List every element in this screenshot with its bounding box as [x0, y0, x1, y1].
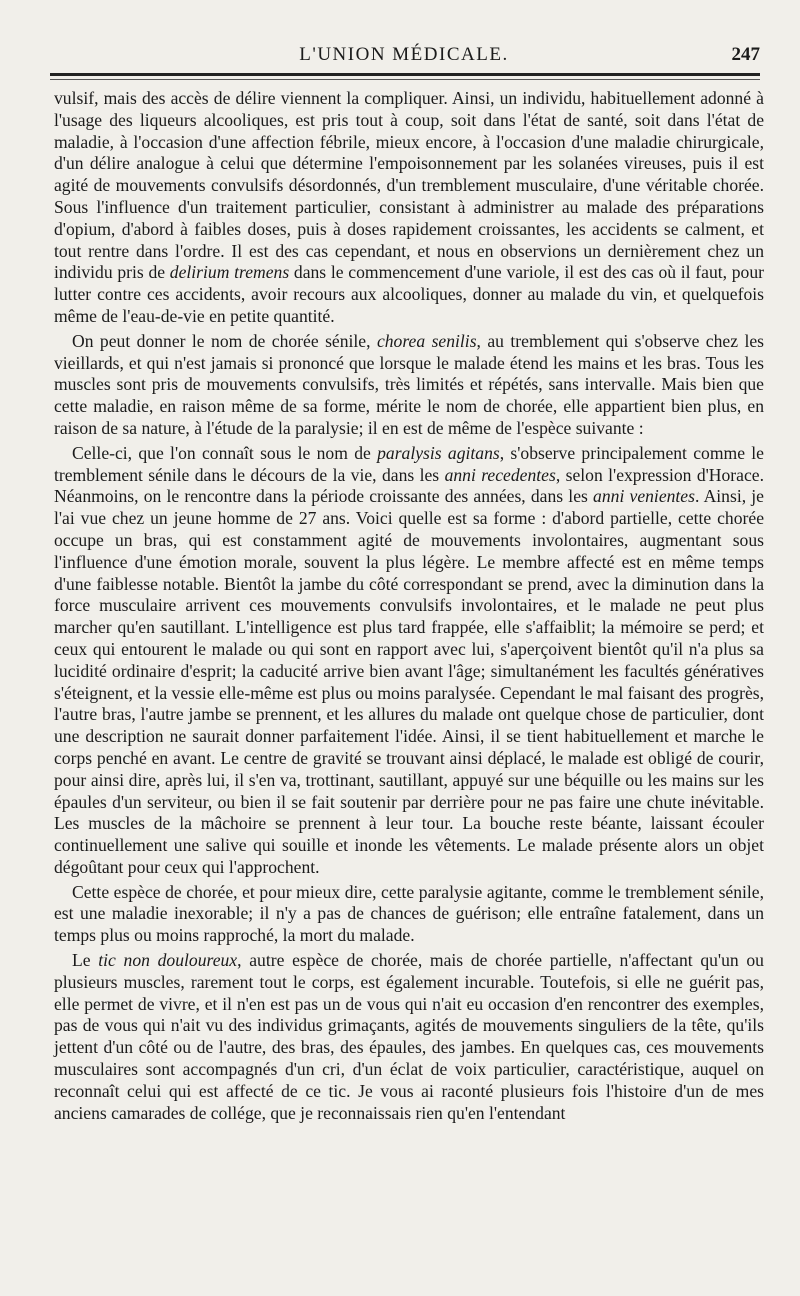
text-run: . Ainsi, je l'ai vue chez un jeune homme de 27 ans. Voici quelle est sa forme : d'abord partielle, cette chorée occupe un bras, qui est constamment agité de mouvements involontaires, augmentant sous l'influence d'une émotion morale, souvent la plus légère. Le membre affecté est en même temps d'une faiblesse notable. Bientôt la jambe du côté correspondant se prend, avec la diminution dans la force musculaire arrivent ces mouvements convulsifs involontaires, et le malade ne peut plus marcher qu'en sautillant. L'intelligence est plus tard frappée, elle s'affaiblit; la mémoire se perd; et ceux qui entourent le malade ou qui sont en rapport avec lui, s'aperçoivent bientôt qu'il n'a plus sa lucidité ordinaire d'esprit; la caducité arrive bien avant l'âge; simultanément les facultés génératives s'éteignent, et la vessie elle-même est plus ou moins paralysée. Cependant le mal faisant des progrès, l'autre bras, l'autre jambe se prennent, et les allures du malade ont quelque chose de particulier, dont une description ne saurait donner parfaitement l'idée. Ainsi, il se tient habituellement et marche le corps penché en avant. Le centre de gravité se trouvant ainsi déplacé, le malade est obligé de courir, pour ainsi dire, après lui, il s'en va, trottinant, sautillant, appuyé sur une béquille ou les mains sur les épaules d'un serviteur, ou bien il se fait soutenir par derrière pour ne pas faire une chute inévitable. Les muscles de la mâchoire se prennent à leur tour. La bouche reste béante, laissant écouler continuellement une salive qui souille et inonde les vêtements. Le malade présente alors un objet dégoûtant pour ceux qui l'approchent.: [54, 486, 764, 877]
text-run: , selon l'expression d'Horace. Néanmoins, on le rencontre dans la période croissante des années, dans les: [54, 464, 764, 507]
text-run: , autre espèce de chorée, mais de chorée partielle, n'affectant qu'un ou plusieurs muscles, rarement tout le corps, est également incurable. Toutefois, si elle ne guérit pas, elle permet de vivre, et il n'en est pas un de vous qui n'ait eu occasion d'en rencontrer des exemples, pas de vous qui n'ait vu des individus grimaçants, agités de mouvements singuliers de la tête, qu'ils jettent d'un côté ou de l'autre, des bras, des épaules, des jambes. En quelques cas, ces mouvements musculaires sont accompagnés d'un cri, d'un éclat de voix particulier, caractéristique, auquel on reconnaît celui qui est affecté de ce tic. Je vous ai raconté plusieurs fois l'histoire d'un de mes anciens camarades de collége, que je reconnaissais rien qu'en l'entendant: [54, 950, 764, 1123]
text-run: Le: [72, 950, 99, 971]
text-run: dans le commencement d'une variole, il est des cas où il faut, pour lutter contre ces accidents, avoir recours aux alcooliques, donner au malade du vin, et quelquefois même de l'eau-de-vie en petite quantité.: [54, 262, 765, 326]
text-run: On peut donner le nom de chorée sénile,: [72, 330, 377, 351]
italic-term: paralysis agitans: [377, 442, 500, 463]
italic-term: tic non douloureux: [98, 950, 238, 971]
text-run: , s'observe principalement comme le tremblement sénile dans le décours de la vie, dans les: [54, 442, 764, 485]
italic-term: chorea senilis: [376, 330, 477, 351]
italic-term: anni venientes: [593, 486, 695, 507]
text-run: , au tremblement qui s'observe chez les vieillards, et qui n'est jamais si prononcé que lorsque le malade étend les mains et les bras. Tous les muscles sont pris de mouvements convulsifs, très limités et répétés, sans intervalle. Mais bien que cette maladie, en raison même de sa forme, mérite le nom de chorée, elle appartient bien plus, en raison de sa nature, à l'étude de la paralysie; il en est de même de l'espèce suivante :: [54, 330, 764, 438]
page-header: [48, 38, 760, 70]
text-run: Celle-ci, que l'on connaît sous le nom de: [72, 442, 378, 463]
paragraph: [54, 443, 764, 879]
paragraph: [54, 882, 764, 947]
running-title: L'UNION MÉDICALE.: [299, 44, 509, 65]
text-run: Cette espèce de chorée, et pour mieux dire, cette paralysie agitante, comme le tremblement sénile, est une maladie inexorable; il n'y a pas de chances de guérison; elle entraîne fatalement, dans un temps plus ou moins rapproché, la mort du malade.: [54, 881, 764, 946]
header-rule: [50, 73, 760, 76]
body-text: [54, 88, 764, 1124]
italic-term: delirium tremens: [169, 262, 290, 283]
paragraph: [54, 950, 764, 1124]
paragraph: [54, 331, 764, 440]
italic-term: anni recedentes: [444, 464, 556, 485]
paragraph: [54, 88, 764, 328]
text-run: vulsif, mais des accès de délire viennent la compliquer. Ainsi, un individu, habituellement adonné à l'usage des liqueurs alcooliques, est pris tout à coup, soit dans l'état de santé, soit dans l'état de maladie, à l'occasion d'une affection fébrile, mieux encore, à l'occasion d'une maladie chirurgicale, d'un délire analogue à celui que détermine l'empoisonnement par les solanées vireuses, puis il est agité de mouvements convulsifs désordonnés, d'un tremblement musculaire, d'une véritable chorée. Sous l'influence d'un traitement particulier, consistant à administrer au malade des préparations d'opium, d'abord à faibles doses, puis à doses rapidement croissantes, les accidents se calment, et tout rentre dans l'ordre. Il est des cas cependant, et nous en observions un dernièrement chez un individu pris de: [54, 88, 764, 283]
page-number: 247: [731, 44, 760, 65]
